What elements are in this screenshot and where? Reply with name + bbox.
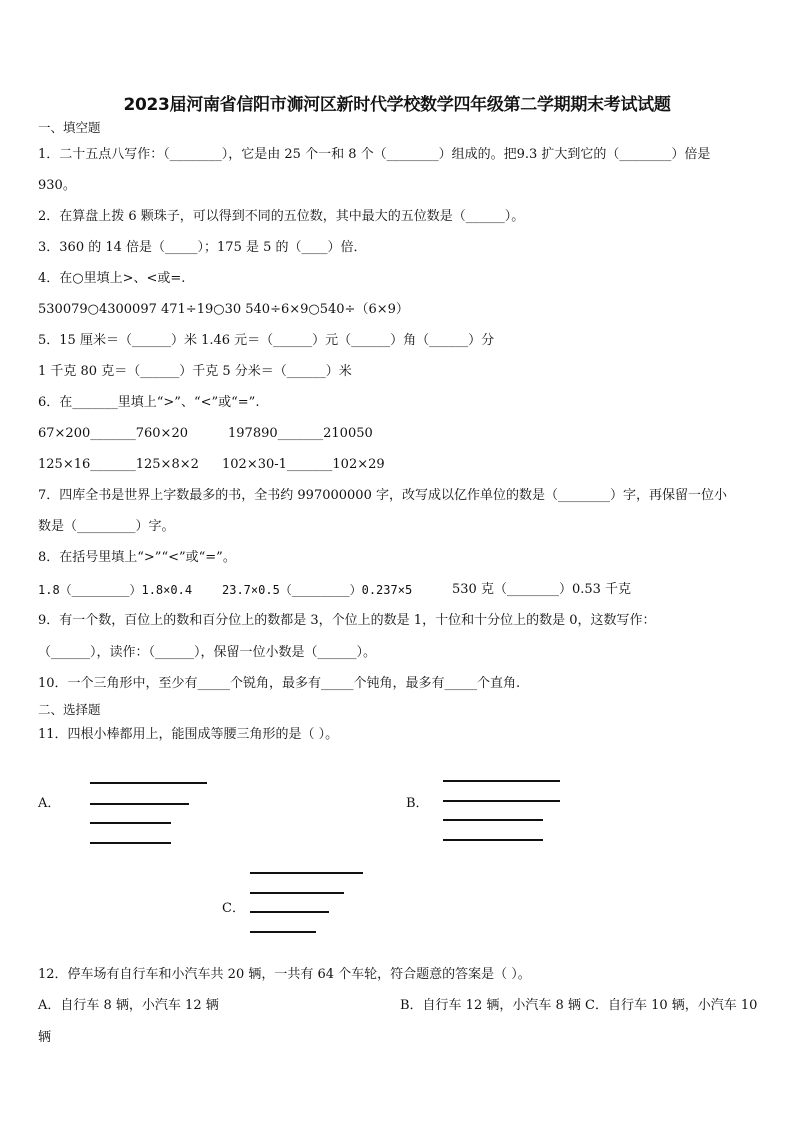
question-5-line-1: 5．15 厘米＝（______）米 1.46 元＝（______）元（______）角（______）分 bbox=[38, 333, 495, 348]
section-choice: 二、选择题 bbox=[38, 702, 101, 717]
question-1-line-1: 1．二十五点八写作：（________），它是由 25 个一和 8 个（________）组成的。把9.3 扩大到它的（________）倍是 bbox=[38, 147, 711, 162]
question-9-line-1: 9．有一个数，百位上的数和百分位上的数都是 3，个位上的数是 1，十位和十分位上的数是 0，这数写作： bbox=[38, 613, 656, 628]
question-12-option-a: A．自行车 8 辆，小汽车 12 辆 bbox=[38, 998, 219, 1013]
stick-b-3 bbox=[443, 819, 543, 821]
question-4-line-2: 530079○4300097 471÷19○30 540÷6×9○540÷（6×9） bbox=[38, 302, 409, 317]
stick-a-3 bbox=[90, 822, 171, 824]
question-6-item-a: 67×200_______760×20 bbox=[38, 426, 188, 441]
question-7-line-1: 7．四库全书是世界上字数最多的书，全书约 997000000 字，改写成以亿作单位的数是（________）字，再保留一位小 bbox=[38, 488, 727, 503]
question-6-line-1: 6．在_______里填上“>”、“<”或“=”. bbox=[38, 395, 260, 410]
stick-b-1 bbox=[443, 780, 560, 782]
option-c-label: C． bbox=[222, 901, 245, 916]
question-1-line-2: 930。 bbox=[38, 178, 76, 193]
section-fill-in: 一、填空题 bbox=[38, 120, 101, 135]
question-12: 12．停车场有自行车和小汽车共 20 辆，一共有 64 个车轮，符合题意的答案是（ ）。 bbox=[38, 967, 531, 982]
option-b-label: B． bbox=[406, 796, 429, 811]
stick-b-4 bbox=[443, 839, 543, 841]
option-a-label: A． bbox=[38, 796, 61, 811]
question-6-item-d: 102×30-1_______102×29 bbox=[222, 457, 385, 472]
question-8-item-b: 23.7×0.5（________）0.237×5 bbox=[222, 583, 413, 597]
question-8-line-1: 8．在括号里填上“>”“<”或“=”。 bbox=[38, 550, 236, 565]
question-5-line-2: 1 千克 80 克＝（______）千克 5 分米＝（______）米 bbox=[38, 364, 352, 379]
question-2: 2．在算盘上拨 6 颗珠子，可以得到不同的五位数，其中最大的五位数是（______）。 bbox=[38, 209, 525, 224]
stick-c-2 bbox=[250, 892, 344, 894]
question-3: 3．360 的 14 倍是（_____）；175 是 5 的（____）倍． bbox=[38, 240, 367, 255]
stick-a-2 bbox=[90, 803, 189, 805]
question-8-item-a: 1.8（________）1.8×0.4 bbox=[38, 583, 193, 597]
stick-c-1 bbox=[250, 872, 363, 874]
question-6-item-b: 197890_______210050 bbox=[228, 426, 373, 441]
question-6-item-c: 125×16_______125×8×2 bbox=[38, 457, 199, 472]
stick-c-4 bbox=[250, 931, 316, 933]
stick-a-1 bbox=[90, 782, 207, 784]
question-7-line-2: 数是（_________）字。 bbox=[38, 519, 175, 534]
stick-c-3 bbox=[250, 911, 329, 913]
question-12-option-c-continued: 辆 bbox=[38, 1030, 52, 1045]
question-10: 10．一个三角形中，至少有_____个锐角，最多有_____个钝角，最多有_____个直角. bbox=[38, 676, 521, 691]
question-4-line-1: 4．在○里填上>、<或=. bbox=[38, 271, 186, 286]
question-8-item-c: 530 克（________）0.53 千克 bbox=[452, 582, 632, 597]
question-12-option-b-c: B．自行车 12 辆，小汽车 8 辆 C．自行车 10 辆，小汽车 10 bbox=[400, 998, 758, 1013]
page-title: 2023届河南省信阳市浉河区新时代学校数学四年级第二学期期末考试试题 bbox=[123, 95, 671, 115]
question-9-line-2: （______），读作：（______），保留一位小数是（______）。 bbox=[38, 645, 377, 660]
question-11: 11．四根小棒都用上，能围成等腰三角形的是（ ）。 bbox=[38, 727, 339, 742]
stick-b-2 bbox=[443, 800, 560, 802]
stick-a-4 bbox=[90, 842, 171, 844]
